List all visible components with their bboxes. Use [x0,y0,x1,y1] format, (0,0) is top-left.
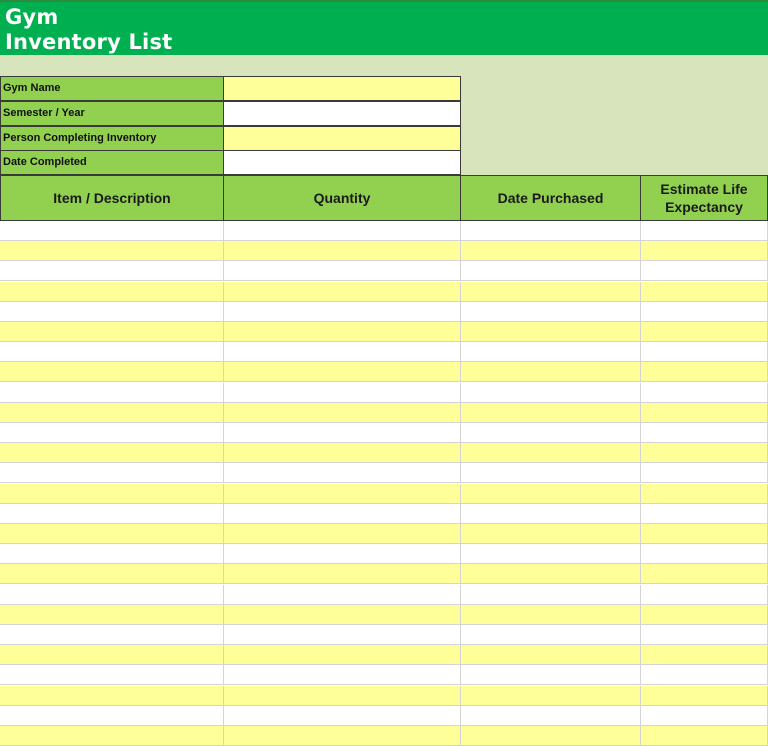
table-cell[interactable] [0,322,224,342]
table-cell[interactable] [461,726,641,746]
table-cell[interactable] [641,484,768,504]
table-cell[interactable] [461,686,641,706]
table-cell[interactable] [461,302,641,322]
date-completed-label: Date Completed [0,150,224,175]
table-cell[interactable] [641,282,768,302]
table-cell[interactable] [0,383,224,403]
table-cell[interactable] [224,221,461,241]
table-row [0,665,768,685]
table-cell[interactable] [641,726,768,746]
table-cell[interactable] [224,403,461,423]
table-cell[interactable] [224,322,461,342]
table-cell[interactable] [224,686,461,706]
table-cell[interactable] [224,484,461,504]
table-cell[interactable] [0,282,224,302]
table-cell[interactable] [0,261,224,281]
table-cell[interactable] [641,342,768,362]
table-row [0,726,768,746]
table-cell[interactable] [0,342,224,362]
table-cell[interactable] [0,564,224,584]
table-cell[interactable] [461,706,641,726]
table-cell[interactable] [461,342,641,362]
table-cell[interactable] [224,665,461,685]
table-cell[interactable] [641,241,768,261]
semester-year-label: Semester / Year [0,101,224,126]
table-cell[interactable] [224,241,461,261]
table-cell[interactable] [0,241,224,261]
table-cell[interactable] [0,524,224,544]
table-cell[interactable] [461,504,641,524]
table-cell[interactable] [461,665,641,685]
table-cell[interactable] [641,585,768,605]
table-cell[interactable] [224,605,461,625]
table-cell[interactable] [461,484,641,504]
table-cell[interactable] [641,383,768,403]
table-cell[interactable] [224,423,461,443]
table-cell[interactable] [461,443,641,463]
table-cell[interactable] [461,564,641,584]
table-cell[interactable] [641,665,768,685]
table-cell[interactable] [641,605,768,625]
table-row [0,524,768,544]
table-cell[interactable] [224,625,461,645]
table-cell[interactable] [224,463,461,483]
column-header-quantity[interactable]: Quantity [224,175,461,221]
table-row [0,221,768,241]
table-cell[interactable] [224,585,461,605]
table-cell[interactable] [224,564,461,584]
info-row-gym-name [0,76,461,101]
table-cell[interactable] [641,261,768,281]
table-cell[interactable] [461,605,641,625]
title-line-2: Inventory List [5,30,173,54]
table-cell[interactable] [0,686,224,706]
table-cell[interactable] [0,362,224,382]
table-cell[interactable] [461,544,641,564]
table-cell[interactable] [461,625,641,645]
column-header-life-expectancy[interactable]: Estimate Life Expectancy [641,175,768,221]
table-row [0,605,768,625]
table-cell[interactable] [641,443,768,463]
table-cell[interactable] [0,645,224,665]
table-cell[interactable] [461,282,641,302]
table-cell[interactable] [224,302,461,322]
table-cell[interactable] [0,443,224,463]
table-cell[interactable] [224,544,461,564]
table-cell[interactable] [641,362,768,382]
table-cell[interactable] [641,504,768,524]
table-cell[interactable] [224,443,461,463]
table-cell[interactable] [461,524,641,544]
table-cell[interactable] [0,221,224,241]
table-cell[interactable] [461,585,641,605]
table-row [0,585,768,605]
table-cell[interactable] [0,463,224,483]
column-header-item-description[interactable]: Item / Description [0,175,224,221]
date-completed-field[interactable] [224,150,461,175]
table-cell[interactable] [224,282,461,302]
table-row [0,564,768,584]
table-cell[interactable] [224,504,461,524]
table-cell[interactable] [0,403,224,423]
table-cell[interactable] [0,423,224,443]
table-cell[interactable] [641,625,768,645]
table-cell[interactable] [641,524,768,544]
table-row [0,383,768,403]
table-cell[interactable] [0,665,224,685]
table-cell[interactable] [641,322,768,342]
table-cell[interactable] [0,625,224,645]
table-row [0,241,768,261]
table-row [0,443,768,463]
table-row [0,706,768,726]
table-cell[interactable] [224,261,461,281]
table-cell[interactable] [461,423,641,443]
table-row [0,261,768,281]
table-cell[interactable] [224,645,461,665]
table-row [0,625,768,645]
person-completing-label: Person Completing Inventory [0,126,224,151]
table-row [0,544,768,564]
table-cell[interactable] [641,423,768,443]
table-cell[interactable] [461,362,641,382]
semester-year-field[interactable] [224,101,461,126]
table-cell[interactable] [224,342,461,362]
table-cell[interactable] [461,645,641,665]
table-cell[interactable] [461,261,641,281]
table-cell[interactable] [461,403,641,423]
table-row [0,342,768,362]
info-side-panel [461,76,768,175]
table-cell[interactable] [0,706,224,726]
table-cell[interactable] [641,463,768,483]
table-row [0,302,768,322]
table-row [0,362,768,382]
table-cell[interactable] [0,605,224,625]
gym-name-field[interactable] [224,76,461,101]
table-row [0,645,768,665]
table-row [0,423,768,443]
table-row [0,484,768,504]
table-cell[interactable] [0,726,224,746]
table-cell[interactable] [641,302,768,322]
gym-name-label: Gym Name [0,76,224,101]
table-cell[interactable] [224,706,461,726]
person-completing-field[interactable] [224,126,461,151]
table-cell[interactable] [641,645,768,665]
column-header-date-purchased[interactable]: Date Purchased [461,175,641,221]
title-banner [0,0,768,55]
table-cell[interactable] [461,241,641,261]
table-cell[interactable] [641,706,768,726]
table-cell[interactable] [224,524,461,544]
table-cell[interactable] [641,686,768,706]
table-cell[interactable] [224,383,461,403]
info-row-date-completed [0,150,461,175]
info-row-person-completing [0,126,461,151]
table-row [0,463,768,483]
table-cell[interactable] [0,544,224,564]
table-row [0,686,768,706]
table-cell[interactable] [461,383,641,403]
table-cell[interactable] [0,504,224,524]
table-cell[interactable] [0,484,224,504]
table-cell[interactable] [641,403,768,423]
table-cell[interactable] [0,585,224,605]
table-cell[interactable] [224,362,461,382]
table-cell[interactable] [641,544,768,564]
table-cell[interactable] [461,322,641,342]
table-row [0,504,768,524]
table-row [0,322,768,342]
table-cell[interactable] [641,221,768,241]
table-cell[interactable] [224,726,461,746]
info-row-semester-year [0,101,461,126]
table-row [0,403,768,423]
title-line-1: Gym [5,5,59,29]
table-cell[interactable] [0,302,224,322]
title-spacer-band [0,55,768,76]
table-cell[interactable] [461,463,641,483]
table-cell[interactable] [641,564,768,584]
table-cell[interactable] [461,221,641,241]
table-row [0,282,768,302]
